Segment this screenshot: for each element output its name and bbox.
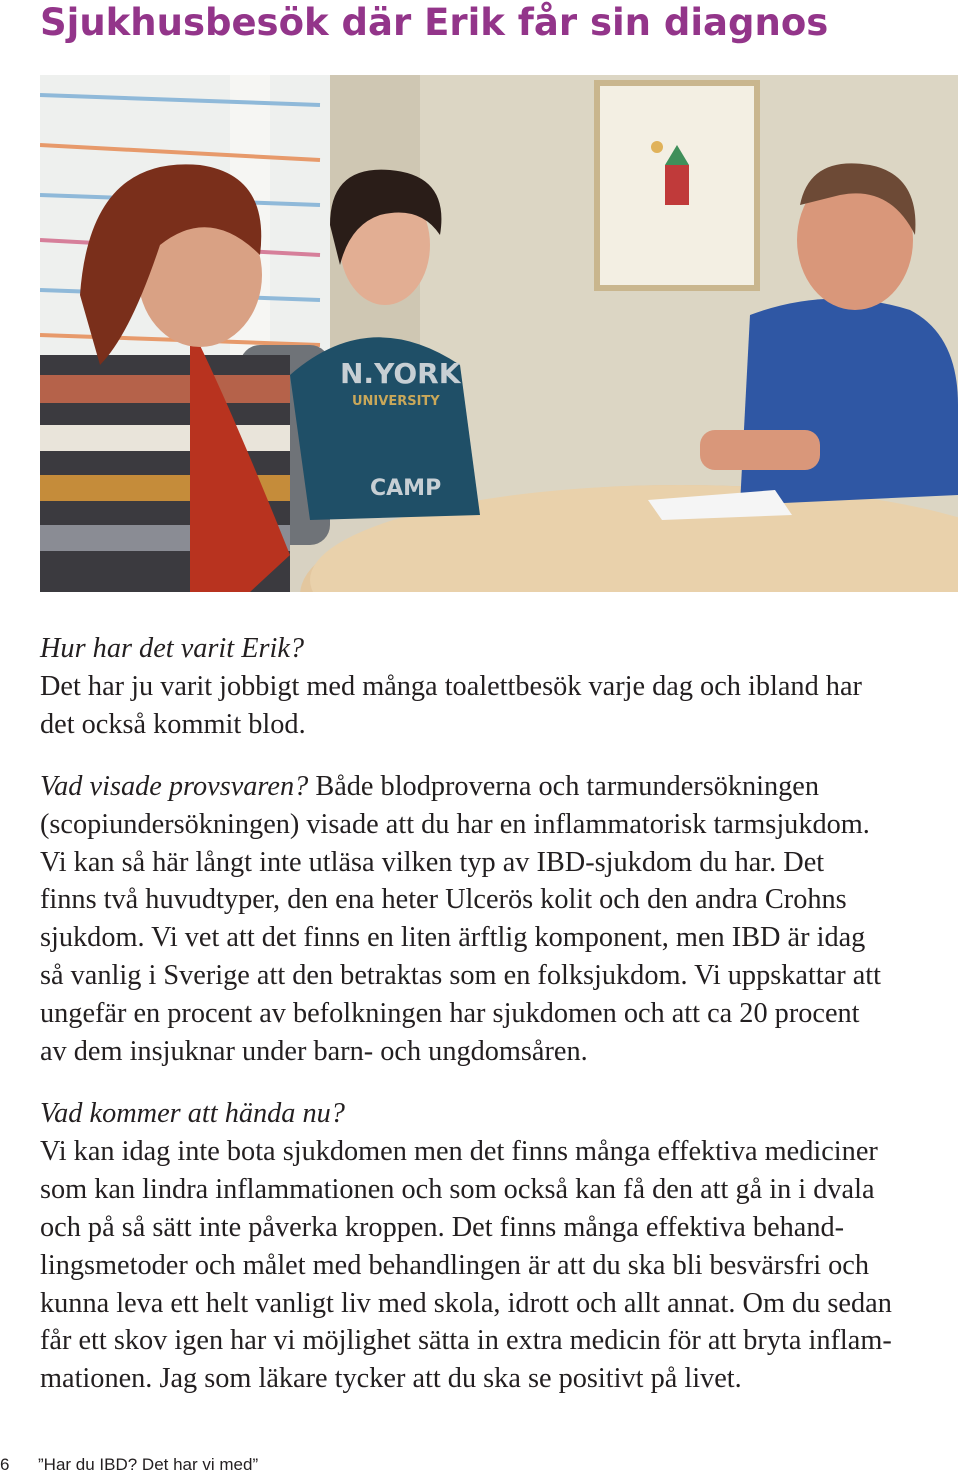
answer-3-line: lingsmetoder och målet med behandlingen är att du ska bli besvärsfri och — [40, 1249, 870, 1281]
dialogue-block-1 — [40, 630, 960, 744]
consultation-photo — [40, 75, 958, 592]
answer-2-line: sjukdom. Vi vet att det finns en liten ärftlig komponent, men IBD är idag — [40, 922, 866, 954]
interview-text — [40, 630, 960, 1422]
answer-3-line: får ett skov igen har vi möjlighet sätta in extra medicin för att bryta inflam- — [40, 1325, 892, 1357]
publication-title: ”Har du IBD? Det har vi med” — [38, 1455, 259, 1474]
answer-2-line: så vanlig i Sverige att den betraktas som en folksjukdom. Vi uppskattar att — [40, 960, 882, 992]
answer-3-line: mationen. Jag som läkare tycker att du ska se positivt på livet. — [40, 1363, 742, 1395]
shirt-text-line3: CAMP — [370, 476, 442, 501]
shirt-text-line1: N.YORK — [340, 357, 461, 390]
answer-2-line: finns två huvudtyper, den ena heter Ulcerös kolit och den andra Crohns — [40, 884, 847, 916]
answer-1-line: Det har ju varit jobbigt med många toalettbesök varje dag och ibland har — [40, 670, 862, 702]
page-title: Sjukhusbesök där Erik får sin diagnos — [40, 1, 829, 44]
answer-2-first-line: Både blodproverna och tarmundersökningen — [308, 770, 820, 802]
page-number: 6 — [0, 1455, 10, 1474]
page-footer — [0, 1452, 960, 1478]
framed-picture — [597, 83, 757, 288]
question-3: Vad kommer att hända nu? — [40, 1097, 345, 1129]
answer-3-line: Vi kan idag inte bota sjukdomen men det finns många effektiva mediciner — [40, 1135, 878, 1167]
dialogue-block-3 — [40, 1095, 960, 1398]
shirt-text-line2: UNIVERSITY — [352, 394, 440, 409]
answer-3-line: kunna leva ett helt vanligt liv med skola, idrott och allt annat. Om du sedan — [40, 1287, 892, 1319]
answer-2-line: ungefär en procent av befolkningen har sjukdomen och att ca 20 procent — [40, 998, 860, 1030]
answer-1-line: det också kommit blod. — [40, 708, 306, 740]
answer-3-line: som kan lindra inflammationen och som också kan få den att gå in i dvala — [40, 1173, 875, 1205]
question-2-line — [40, 768, 960, 806]
answer-2-line: Vi kan så här långt inte utläsa vilken typ av IBD-sjukdom du har. Det — [40, 846, 825, 878]
answer-2-line: av dem insjuknar under barn- och ungdomsåren. — [40, 1036, 588, 1068]
answer-3-line: och på så sätt inte påverka kroppen. Det finns många effektiva behand- — [40, 1211, 845, 1243]
answer-2-line: (scopiundersökningen) visade att du har en inflammatorisk tarmsjukdom. — [40, 808, 870, 840]
question-1: Hur har det varit Erik? — [40, 633, 305, 664]
dialogue-block-2 — [40, 768, 960, 1071]
question-2: Vad visade provsvaren? — [40, 770, 309, 802]
